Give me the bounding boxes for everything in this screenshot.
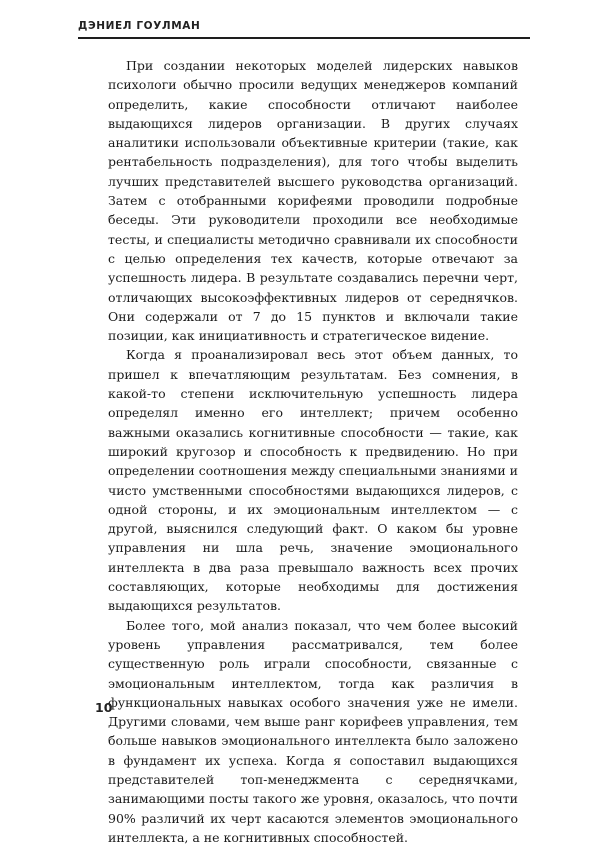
running-head: ДЭНИЕЛ ГОУЛМАН (78, 20, 201, 32)
body-text (108, 56, 518, 847)
paragraph-3: Более того, мой анализ показал, что чем более высокий уровень управления рассматривался, тем более существенную роль играли способности, связанные с эмоциональным интеллектом, тогда как различия в функциональных навыках особого значения уже не имели. Другими словами, чем выше ранг корифеев управления, тем больше навыков эмоционального интеллекта было заложено в фундамент их успеха. Когда я сопоставил выдающихся представителей топ-менеджмента с середнячками, занимающими посты такого же уровня, оказалось, что почти 90% различий их черт касаются элементов эмоционального интеллекта, а не когнитивных способностей. (108, 617, 518, 845)
page-number: 10 (95, 700, 113, 715)
paragraph-2: Когда я проанализировал весь этот объем данных, то пришел к впечатляющим результатам. Без сомнения, в какой-то степени исключительную успешность лидера определял именно его интеллект; причем особенно важными оказались когнитивные способности — такие, как широкий кругозор и способность к предвидению. Но при определении соотношения между специальными знаниями и чисто умственными способностями выдающихся лидеров, с одной стороны, и их эмоциональным интеллектом — с другой, выяснился следующий факт. О каком бы уровне управления ни шла речь, значение эмоционального интеллекта в два раза превышало важность всех прочих составляющих, которые необходимы для достижения выдающихся результатов. (108, 347, 518, 614)
paragraph-1: При создании некоторых моделей лидерских навыков психологи обычно просили ведущих менеджеров компаний определить, какие способности отличают наиболее выдающихся лидеров организации. В других случаях аналитики использовали объективные критерии (такие, как рентабельность подразделения), для того чтобы выделить лучших представителей высшего руководства организаций. Затем с отобранными корифеями проводили подробные беседы. Эти руководители проходили все необходимые тесты, и специалисты методично сравнивали их способности с целью определения тех качеств, которые отвечают за успешность лидера. В результате создавались перечни черт, отличающих высокоэффективных лидеров от середнячков. Они содержали от 7 до 15 пунктов и включали такие позиции, как инициативность и стратегическое видение. (108, 58, 518, 344)
header-rule (78, 37, 530, 39)
